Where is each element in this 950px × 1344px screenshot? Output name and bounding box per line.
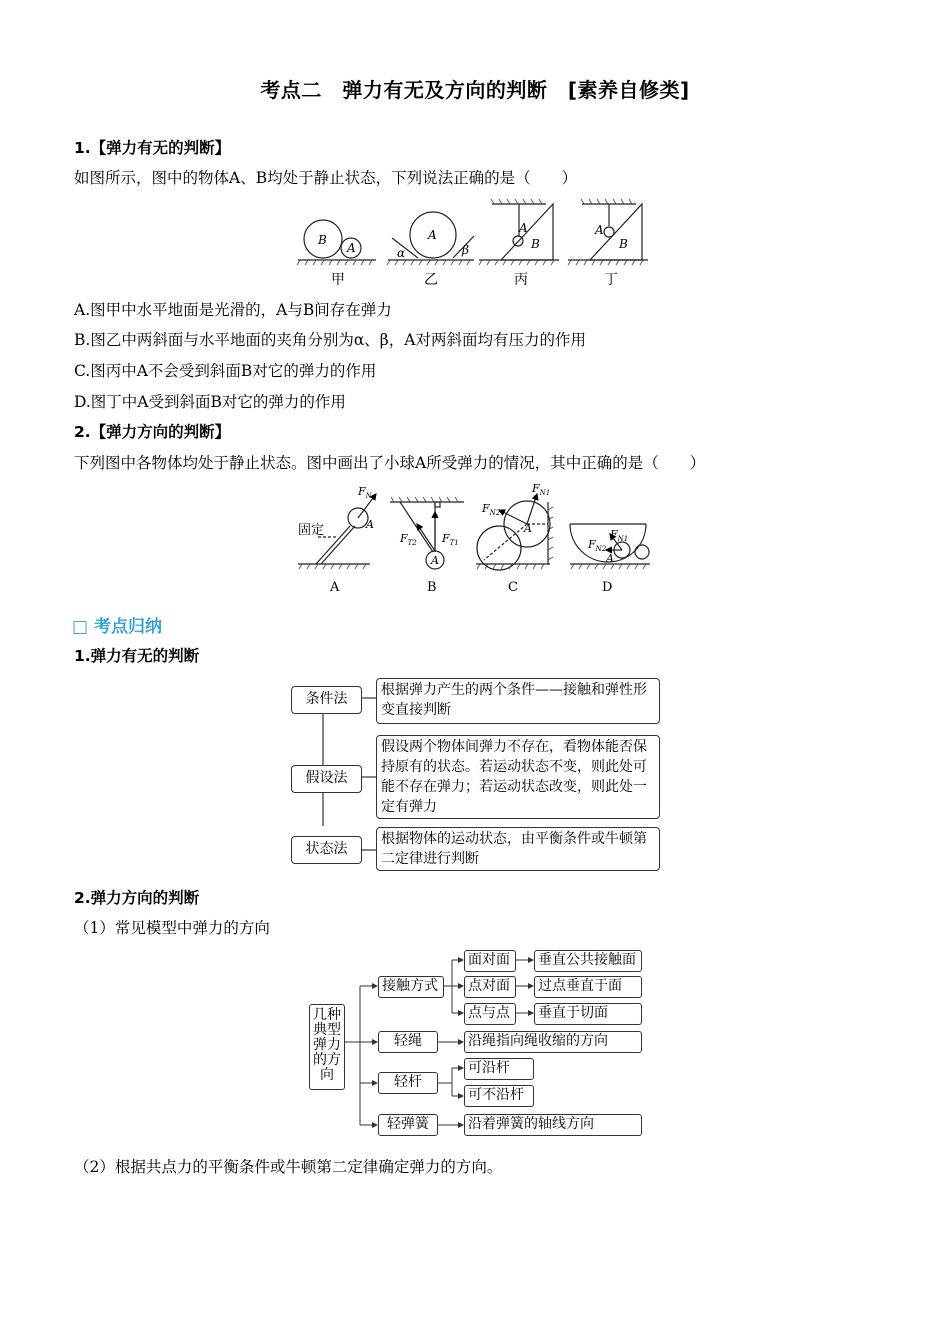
tree-point-point-rule: 垂直于切面 — [534, 1003, 642, 1025]
method-desc-hypothesis: 假设两个物体间弹力不存在，看物体能否保持原有的状态。若运动状态不变，则此处可能不存在弹力；若运动状态改变，则此处一定有弹力 — [376, 735, 660, 819]
svg-text:A: A — [595, 223, 604, 237]
method-desc-state: 根据物体的运动状态，由平衡条件或牛顿第二定律进行判断 — [376, 827, 660, 871]
svg-text:A: A — [366, 518, 374, 531]
tree-rope: 轻绳 — [378, 1031, 438, 1053]
q1-label: 1.【弹力有无的判断】 — [74, 139, 231, 157]
svg-text:FN: $F_N$ — [358, 485, 372, 500]
summary-sub1: 1.弹力有无的判断 — [74, 647, 200, 665]
fig-label-bing: 丙 — [514, 272, 528, 288]
method-box-hypothesis: 假设法 — [291, 765, 362, 793]
summary-heading: □ 考点归纳 — [72, 617, 162, 637]
q1-option-c: C.图丙中A不会受到斜面B对它的弹力的作用 — [74, 362, 377, 380]
tree-rope-rule: 沿绳指向绳收缩的方向 — [464, 1031, 642, 1053]
tree-rod: 轻杆 — [378, 1072, 438, 1094]
svg-text:α: α — [397, 246, 406, 260]
fig2-label-a: A — [330, 580, 340, 595]
svg-text:A: A — [347, 241, 356, 255]
svg-text:FT1: $F_{T1}$ — [442, 532, 459, 547]
method-desc-condition: 根据弹力产生的两个条件——接触和弹性形变直接判断 — [376, 678, 660, 724]
tree-point-point: 点与点 — [464, 1003, 516, 1025]
method-box-state: 状态法 — [291, 836, 362, 864]
page-title: 考点二 弹力有无及方向的判断 [素养自修类] — [260, 78, 690, 102]
fig2-label-d: D — [602, 580, 613, 595]
tree-spring: 轻弹簧 — [378, 1114, 438, 1136]
fixed-label: 固定 — [298, 523, 325, 538]
q1-option-d: D.图丁中A受到斜面B对它的弹力的作用 — [74, 393, 346, 411]
svg-text:A: A — [431, 554, 439, 567]
summary-sub2: 2.弹力方向的判断 — [74, 889, 200, 907]
svg-text:B: B — [619, 237, 628, 251]
svg-text:A: A — [606, 552, 614, 565]
method-box-condition: 条件法 — [291, 686, 362, 714]
tree-point-face-rule: 过点垂直于面 — [534, 976, 642, 998]
fig-label-yi: 乙 — [424, 272, 438, 288]
q2-figure — [294, 480, 664, 598]
fig2-label-c: C — [508, 580, 518, 595]
q1-option-b: B.图乙中两斜面与水平地面的夹角分别为α、β，A对两斜面均有压力的作用 — [74, 331, 586, 349]
svg-text:FT2: $F_{T2}$ — [400, 532, 417, 547]
svg-text:FN2: $F_{N2}$ — [588, 538, 607, 553]
fig2-label-b: B — [427, 580, 437, 595]
tree-rod-along: 可沿杆 — [464, 1058, 534, 1080]
tree-contact: 接触方式 — [378, 976, 444, 998]
q2-label: 2.【弹力方向的判断】 — [74, 423, 231, 441]
svg-text:β: β — [462, 243, 469, 257]
svg-text:FN2: $F_{N2}$ — [482, 502, 501, 517]
tree-point-face: 点对面 — [464, 976, 516, 998]
svg-text:FN1: $F_{N1}$ — [532, 482, 551, 497]
fig-label-ding: 丁 — [604, 272, 618, 288]
q1-figure — [296, 196, 656, 290]
fig-label-jia: 甲 — [331, 272, 345, 288]
q1-stem: 如图所示，图中的物体A、B均处于静止状态，下列说法正确的是（ ） — [74, 169, 578, 187]
q1-option-a: A.图甲中水平地面是光滑的，A与B间存在弹力 — [74, 301, 392, 319]
summary-sub2a: （1）常见模型中弹力的方向 — [74, 919, 270, 937]
tree-rod-not-along: 可不沿杆 — [464, 1085, 534, 1107]
tree-face-face-rule: 垂直公共接触面 — [534, 950, 642, 972]
summary-sub2b: （2）根据共点力的平衡条件或牛顿第二定律确定弹力的方向。 — [74, 1158, 503, 1176]
svg-text:A: A — [524, 522, 532, 535]
svg-text:B: B — [318, 233, 327, 247]
q2-stem: 下列图中各物体均处于静止状态。图中画出了小球A所受弹力的情况，其中正确的是（ ） — [74, 454, 706, 472]
tree-face-face: 面对面 — [464, 950, 516, 972]
tree-root: 几种典型弹力的方向 — [309, 1004, 345, 1090]
svg-text:A: A — [428, 228, 437, 242]
svg-text:B: B — [531, 237, 540, 251]
svg-text:A: A — [519, 221, 528, 235]
svg-text:FN1: $F_{N1}$ — [610, 528, 629, 543]
tree-spring-rule: 沿着弹簧的轴线方向 — [464, 1114, 642, 1136]
